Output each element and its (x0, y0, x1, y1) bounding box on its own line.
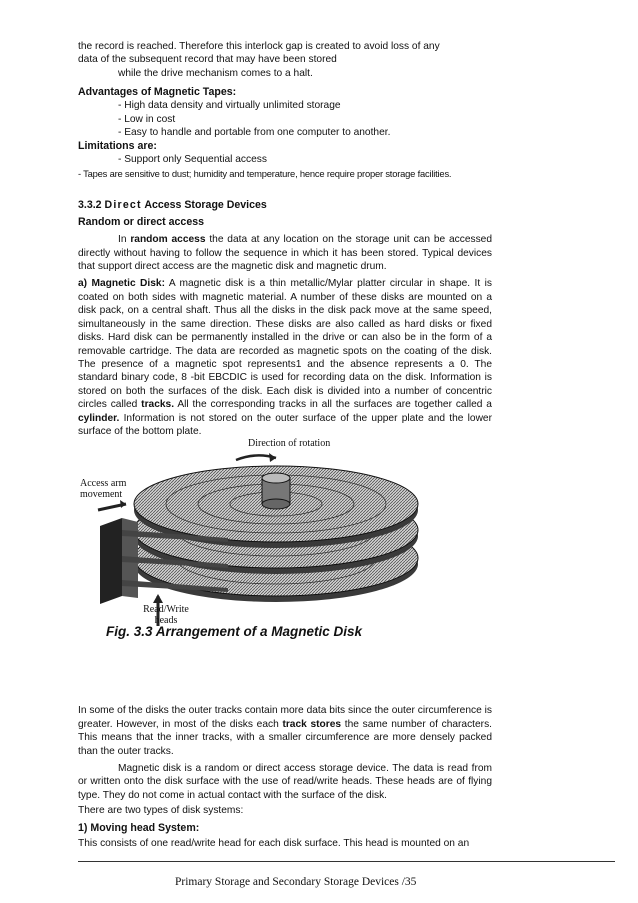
access-arm-label: Access arm movement (80, 478, 127, 501)
read-write-label: Read/Write heads (143, 604, 189, 627)
paragraph: Magnetic disk is a random or direct access storage device. The data is read from or written onto the disk surface with the use of read/write heads. These heads are of flying type. They do not come in actual contact with the surface of the disk. (78, 762, 492, 801)
page-footer: Primary Storage and Secondary Storage Devices /35 (175, 876, 417, 888)
paragraph: This consists of one read/write head for each disk surface. This head is mounted on an (78, 837, 470, 849)
section-heading (78, 198, 492, 212)
paragraph-line: the record is reached. Therefore this interlock gap is created to avoid loss of any (78, 41, 440, 52)
text: Information is not stored on the outer surface of the upper plate and the lower surface of the bottom plate. (78, 412, 492, 437)
figure-caption: Fig. 3.3 Arrangement of a Magnetic Disk (106, 624, 363, 640)
subheading: Random or direct access (78, 216, 204, 229)
list-item: - Tapes are sensitive to dust; humidity and temperature, hence require proper storage facilities. (78, 167, 452, 179)
bold-term: cylinder. (78, 412, 120, 424)
list-item: - High data density and virtually unlimited storage (118, 100, 341, 112)
section-number: 3.3.2 (78, 199, 102, 212)
direction-label: Direction of rotation (248, 438, 331, 450)
paragraph-line: while the drive mechanism comes to a halt. (118, 67, 313, 79)
bold-label: a) Magnetic Disk: (78, 278, 165, 290)
random-access-paragraph (78, 233, 492, 273)
limitations-heading: Limitations are: (78, 140, 157, 153)
paragraph: There are two types of disk systems: (78, 805, 244, 817)
moving-head-heading: 1) Moving head System: (78, 821, 200, 834)
paragraph (78, 704, 492, 758)
advantages-heading: Advantages of Magnetic Tapes: (78, 86, 237, 99)
text: In some of the disks the outer tracks contain more data bits since the outer circumference is greater. However, in most of the disks each (78, 705, 492, 730)
text: All the corresponding tracks in all the surfaces are together called a (177, 399, 492, 411)
spindle (262, 473, 290, 509)
magnetic-disk-paragraph (78, 277, 492, 438)
page-body (78, 40, 492, 850)
text: the data at any location on the storage unit can be accessed directly without having to follow the sequence in which it has been stored. Typical devices that support direct access are the magnetic disk and magnetic drum. (78, 234, 492, 273)
list-item: - Low in cost (118, 113, 176, 125)
text: In (118, 234, 127, 246)
section-title: Access Storage Devices (144, 199, 267, 212)
text: A magnetic disk is a thin metallic/Mylar platter circular in shape. It is coated on both sides with magnetic material. A number of these disks are mounted on a disk pack, on a central shaft. Thus all the disks in the disk pack move at the same speed, simultaneously in the same direction. These disks are also called as hard disks or fixed disks. Hard disk can be permanently installed in the drive or can also be in the form of a removable cartridge. The data are recorded as magnetic spots on the coating of the disk. The presence of a magnetic spot represents1 and the absence represents a 0. The standard binary code, 8 -bit EBCDIC is used for recording data on the disk. Information is stored on both the surfaces of the disk. Each disk is divided into a number of concentric circles called (78, 278, 492, 411)
text: the same number of characters. This means that the inner tracks, with a smaller circumference are more densely packed than the outer tracks. (78, 718, 492, 757)
magnetic-disk-figure (78, 438, 492, 650)
list-item: - Support only Sequential access (118, 154, 267, 166)
list-item: - Easy to handle and portable from one computer to another. (118, 127, 391, 139)
bold-term: track stores (282, 718, 342, 730)
section-word: Direct (104, 199, 142, 212)
bold-term: random access (130, 234, 206, 246)
paragraph-line: data of the subsequent record that may have been stored (78, 54, 337, 66)
footer-rule (78, 861, 615, 862)
bold-term: tracks. (141, 399, 175, 411)
